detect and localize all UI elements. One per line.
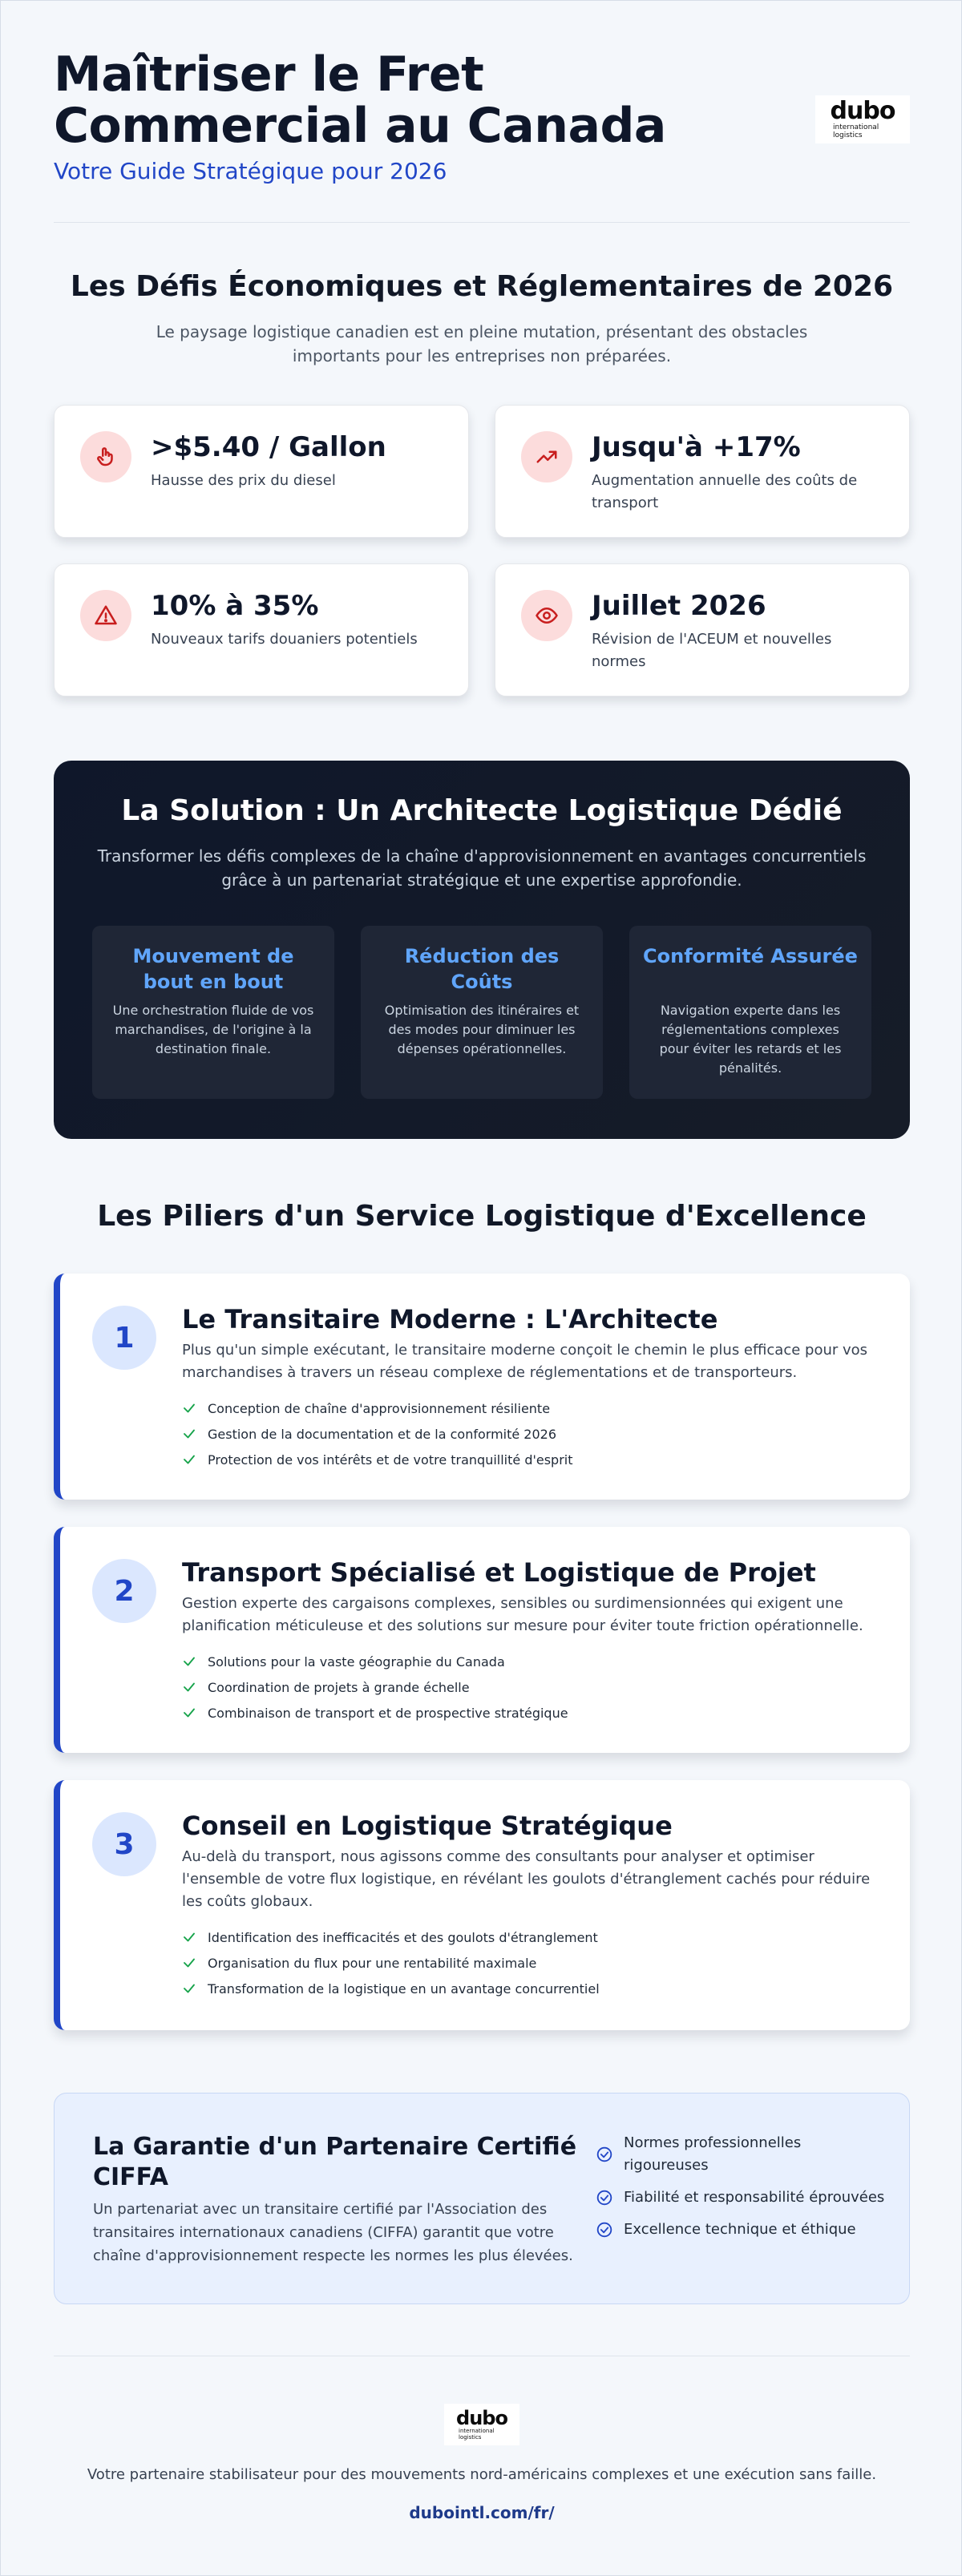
solution-description: Transformer les défis complexes de la chaîne d'approvisionnement en avantages concurrentiels grâce à un partenariat stratégique et une expertise approfondie. bbox=[97, 846, 867, 890]
footer-logo[interactable] bbox=[444, 2404, 519, 2445]
divider bbox=[54, 222, 910, 223]
check-circle-icon bbox=[596, 2190, 612, 2206]
guarantee-text: Un partenariat avec un transitaire certifié par l'Association des transitaires internationaux canadiens (CIFFA) garantit que votre chaîne d'approvisionnement respecte les normes les plus élevées. bbox=[93, 2201, 573, 2264]
solution-card-text: Optimisation des itinéraires et des modes pour diminuer les dépenses opérationnelles. bbox=[384, 1003, 580, 1056]
pillar-points bbox=[182, 1649, 568, 1726]
pillar-number: 1 bbox=[92, 1306, 156, 1370]
logo-wordmark: dubo bbox=[830, 97, 895, 125]
pillar-text: Au-delà du transport, nous agissons comme des consultants pour analyser et optimiser l'ensemble de votre flux logistique, en révélant les goulots d'étranglement cachés pour réduire les coûts globaux. bbox=[182, 1848, 871, 1910]
pillar-point bbox=[182, 1421, 573, 1447]
guarantee-point bbox=[596, 2186, 885, 2209]
stat-card-transport-costs bbox=[495, 405, 910, 538]
logo-tagline: international logistics bbox=[833, 123, 879, 139]
pillar-point bbox=[182, 1976, 600, 2001]
check-icon bbox=[182, 1401, 196, 1415]
stat-label: Révision de l'ACEUM et nouvelles normes bbox=[592, 631, 832, 670]
stat-label: Augmentation annuelle des coûts de transport bbox=[592, 472, 858, 511]
pillar-text: Plus qu'un simple exécutant, le transitaire moderne conçoit le chemin le plus efficace pour vos marchandises à travers un réseau complexe de réglementations et de transporteurs. bbox=[182, 1342, 868, 1381]
stat-card-diesel bbox=[54, 405, 469, 538]
solution-title: La Solution : Un Architecte Logistique Dédié bbox=[121, 794, 843, 827]
pillar-card-3 bbox=[54, 1780, 910, 2030]
pillar-points bbox=[182, 1395, 573, 1472]
pillar-card-2 bbox=[54, 1527, 910, 1753]
logo-tagline: international logistics bbox=[459, 2428, 495, 2441]
check-icon bbox=[182, 1981, 196, 1996]
stat-value: Juillet 2026 bbox=[592, 590, 766, 622]
pillar-point bbox=[182, 1950, 600, 1976]
check-icon bbox=[182, 1956, 196, 1970]
solution-card-title: Conformité Assurée bbox=[643, 945, 858, 967]
guarantee-point bbox=[596, 2219, 885, 2241]
logo-wordmark: dubo bbox=[456, 2407, 507, 2429]
check-circle-icon bbox=[596, 2222, 612, 2238]
pillar-point-text: Conception de chaîne d'approvisionnement résiliente bbox=[208, 1400, 551, 1416]
page-subtitle: Votre Guide Stratégique pour 2026 bbox=[54, 158, 447, 184]
pillar-point-text: Protection de vos intérêts et de votre tranquillité d'esprit bbox=[208, 1452, 573, 1468]
eye-icon bbox=[521, 590, 572, 641]
solution-card-text: Une orchestration fluide de vos marchandises, de l'origine à la destination finale. bbox=[112, 1003, 314, 1056]
guarantee-point-text: Fiabilité et responsabilité éprouvées bbox=[624, 2189, 885, 2206]
solution-card-title: Mouvement de bout en bout bbox=[132, 945, 294, 993]
pillar-point bbox=[182, 1674, 568, 1700]
pillar-point-text: Combinaison de transport et de prospective stratégique bbox=[208, 1705, 568, 1721]
trending-up-icon bbox=[521, 431, 572, 482]
pillar-point-text: Transformation de la logistique en un avantage concurrentiel bbox=[208, 1980, 600, 1997]
stat-label: Nouveaux tarifs douaniers potentiels bbox=[151, 631, 418, 648]
pillar-point-text: Solutions pour la vaste géographie du Canada bbox=[208, 1653, 505, 1670]
check-icon bbox=[182, 1452, 196, 1467]
solution-card-end-to-end bbox=[92, 926, 334, 1099]
solution-card-compliance bbox=[629, 926, 871, 1099]
pillar-title: Transport Spécialisé et Logistique de Projet bbox=[182, 1557, 816, 1588]
pillar-number: 3 bbox=[92, 1812, 156, 1876]
guarantee-point-text: Normes professionnelles rigoureuses bbox=[624, 2134, 802, 2174]
check-icon bbox=[182, 1427, 196, 1441]
solution-section bbox=[54, 761, 910, 1139]
company-logo[interactable] bbox=[815, 95, 910, 143]
pillar-point-text: Identification des inefficacités et des goulots d'étranglement bbox=[208, 1929, 598, 1945]
guarantee-title: La Garantie d'un Partenaire Certifié CIFFA bbox=[93, 2133, 577, 2191]
check-icon bbox=[182, 1930, 196, 1944]
check-icon bbox=[182, 1654, 196, 1669]
stat-value: Jusqu'à +17% bbox=[592, 431, 801, 463]
check-icon bbox=[182, 1706, 196, 1720]
page-title: Maîtriser le Fret Commercial au Canada bbox=[54, 46, 666, 154]
solution-card-text: Navigation experte dans les réglementations complexes pour éviter les retards et les pénalités. bbox=[659, 1003, 842, 1076]
website-link[interactable]: dubointl.com/fr/ bbox=[409, 2503, 555, 2522]
pillar-point-text: Coordination de projets à grande échelle bbox=[208, 1679, 470, 1695]
stat-value: >$5.40 / Gallon bbox=[151, 431, 386, 463]
pillar-point bbox=[182, 1395, 573, 1421]
challenges-title: Les Défis Économiques et Réglementaires de 2026 bbox=[70, 270, 894, 303]
pillar-point bbox=[182, 1447, 573, 1472]
stat-card-tariffs bbox=[54, 563, 469, 696]
pillar-point-text: Organisation du flux pour une rentabilité maximale bbox=[208, 1955, 537, 1971]
ciffa-guarantee-section bbox=[54, 2093, 910, 2304]
solution-card-cost-reduction bbox=[361, 926, 603, 1099]
guarantee-points bbox=[596, 2132, 885, 2251]
page-header bbox=[54, 46, 910, 184]
pillar-point bbox=[182, 1924, 600, 1950]
hand-pointer-icon bbox=[80, 431, 131, 482]
pillars-title: Les Piliers d'un Service Logistique d'Excellence bbox=[97, 1200, 867, 1233]
pillar-point bbox=[182, 1649, 568, 1674]
stat-card-cusma bbox=[495, 563, 910, 696]
guarantee-point bbox=[596, 2132, 885, 2177]
warning-triangle-icon bbox=[80, 590, 131, 641]
pillar-point-text: Gestion de la documentation et de la conformité 2026 bbox=[208, 1426, 557, 1442]
pillar-text: Gestion experte des cargaisons complexes, sensibles ou surdimensionnées qui exigent une planification méticuleuse et des solutions sur mesure pour éviter toute friction opérationnelle. bbox=[182, 1595, 863, 1634]
pillar-points bbox=[182, 1924, 600, 2001]
challenges-description: Le paysage logistique canadien est en pleine mutation, présentant des obstacles importants pour les entreprises non préparées. bbox=[156, 322, 808, 365]
pillar-title: Conseil en Logistique Stratégique bbox=[182, 1811, 673, 1841]
pillar-title: Le Transitaire Moderne : L'Architecte bbox=[182, 1304, 718, 1334]
stat-label: Hausse des prix du diesel bbox=[151, 472, 336, 489]
check-circle-icon bbox=[596, 2146, 612, 2162]
footer-tagline: Votre partenaire stabilisateur pour des mouvements nord-américains complexes et une exécution sans faille. bbox=[87, 2466, 877, 2483]
pillar-number: 2 bbox=[92, 1559, 156, 1623]
stat-value: 10% à 35% bbox=[151, 590, 319, 622]
solution-card-title: Réduction des Coûts bbox=[404, 945, 560, 993]
check-icon bbox=[182, 1680, 196, 1694]
pillar-point bbox=[182, 1700, 568, 1726]
guarantee-point-text: Excellence technique et éthique bbox=[624, 2221, 856, 2238]
pillar-card-1 bbox=[54, 1274, 910, 1500]
